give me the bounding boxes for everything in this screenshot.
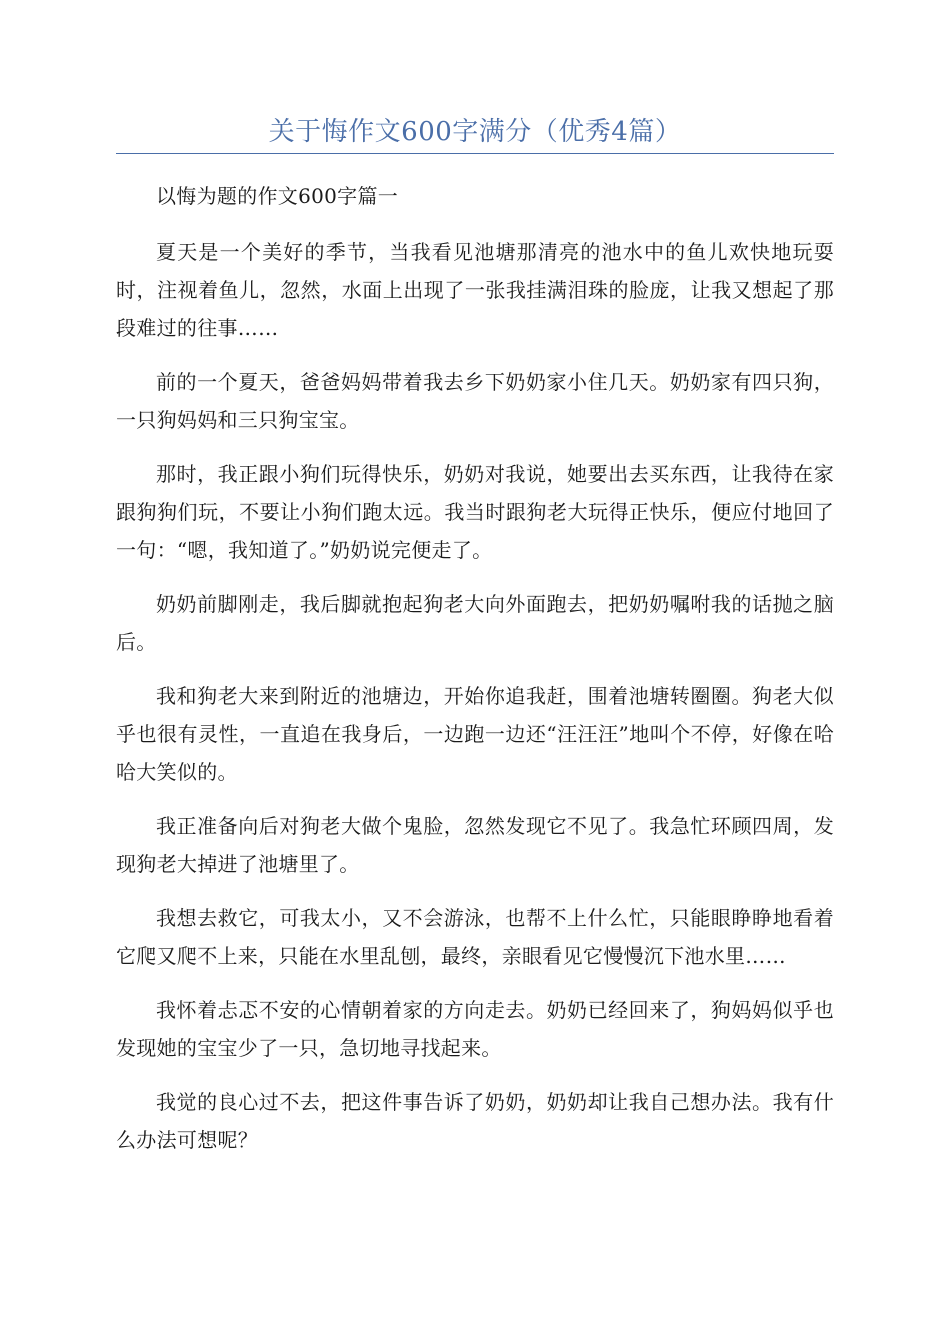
paragraph: 我怀着忐忑不安的心情朝着家的方向走去。奶奶已经回来了，狗妈妈似乎也发现她的宝宝少了一只，急切地寻找起来。 — [116, 998, 834, 1060]
paragraph: 奶奶前脚刚走，我后脚就抱起狗老大向外面跑去，把奶奶嘱咐我的话抛之脑后。 — [116, 592, 834, 654]
paragraph: 我和狗老大来到附近的池塘边，开始你追我赶，围着池塘转圈圈。狗老大似乎也很有灵性，一直追在我身后，一边跑一边还“汪汪汪”地叫个不停，好像在哈哈大笑似的。 — [116, 684, 834, 784]
paragraph: 前的一个夏天，爸爸妈妈带着我去乡下奶奶家小住几天。奶奶家有四只狗，一只狗妈妈和三只狗宝宝。 — [116, 370, 834, 432]
paragraph: 夏天是一个美好的季节，当我看见池塘那清亮的池水中的鱼儿欢快地玩耍时，注视着鱼儿，忽然，水面上出现了一张我挂满泪珠的脸庞，让我又想起了那段难过的往事…… — [116, 240, 834, 340]
section-heading: 以悔为题的作文600字篇一 — [156, 184, 399, 208]
paragraph: 我觉的良心过不去，把这件事告诉了奶奶，奶奶却让我自己想办法。我有什么办法可想呢？ — [116, 1090, 834, 1152]
paragraph: 那时，我正跟小狗们玩得快乐，奶奶对我说，她要出去买东西，让我待在家跟狗狗们玩，不要让小狗们跑太远。我当时跟狗老大玩得正快乐，便应付地回了一句：“嗯，我知道了。”奶奶说完便走了。 — [116, 462, 834, 562]
document-title: 关于悔作文600字满分（优秀4篇） — [268, 117, 682, 147]
document-body — [116, 177, 834, 1175]
paragraph: 我想去救它，可我太小，又不会游泳，也帮不上什么忙，只能眼睁睁地看着它爬又爬不上来，只能在水里乱刨，最终，亲眼看见它慢慢沉下池水里…… — [116, 906, 834, 968]
paragraph: 我正准备向后对狗老大做个鬼脸，忽然发现它不见了。我急忙环顾四周，发现狗老大掉进了池塘里了。 — [116, 814, 834, 876]
title-underline — [116, 153, 834, 154]
